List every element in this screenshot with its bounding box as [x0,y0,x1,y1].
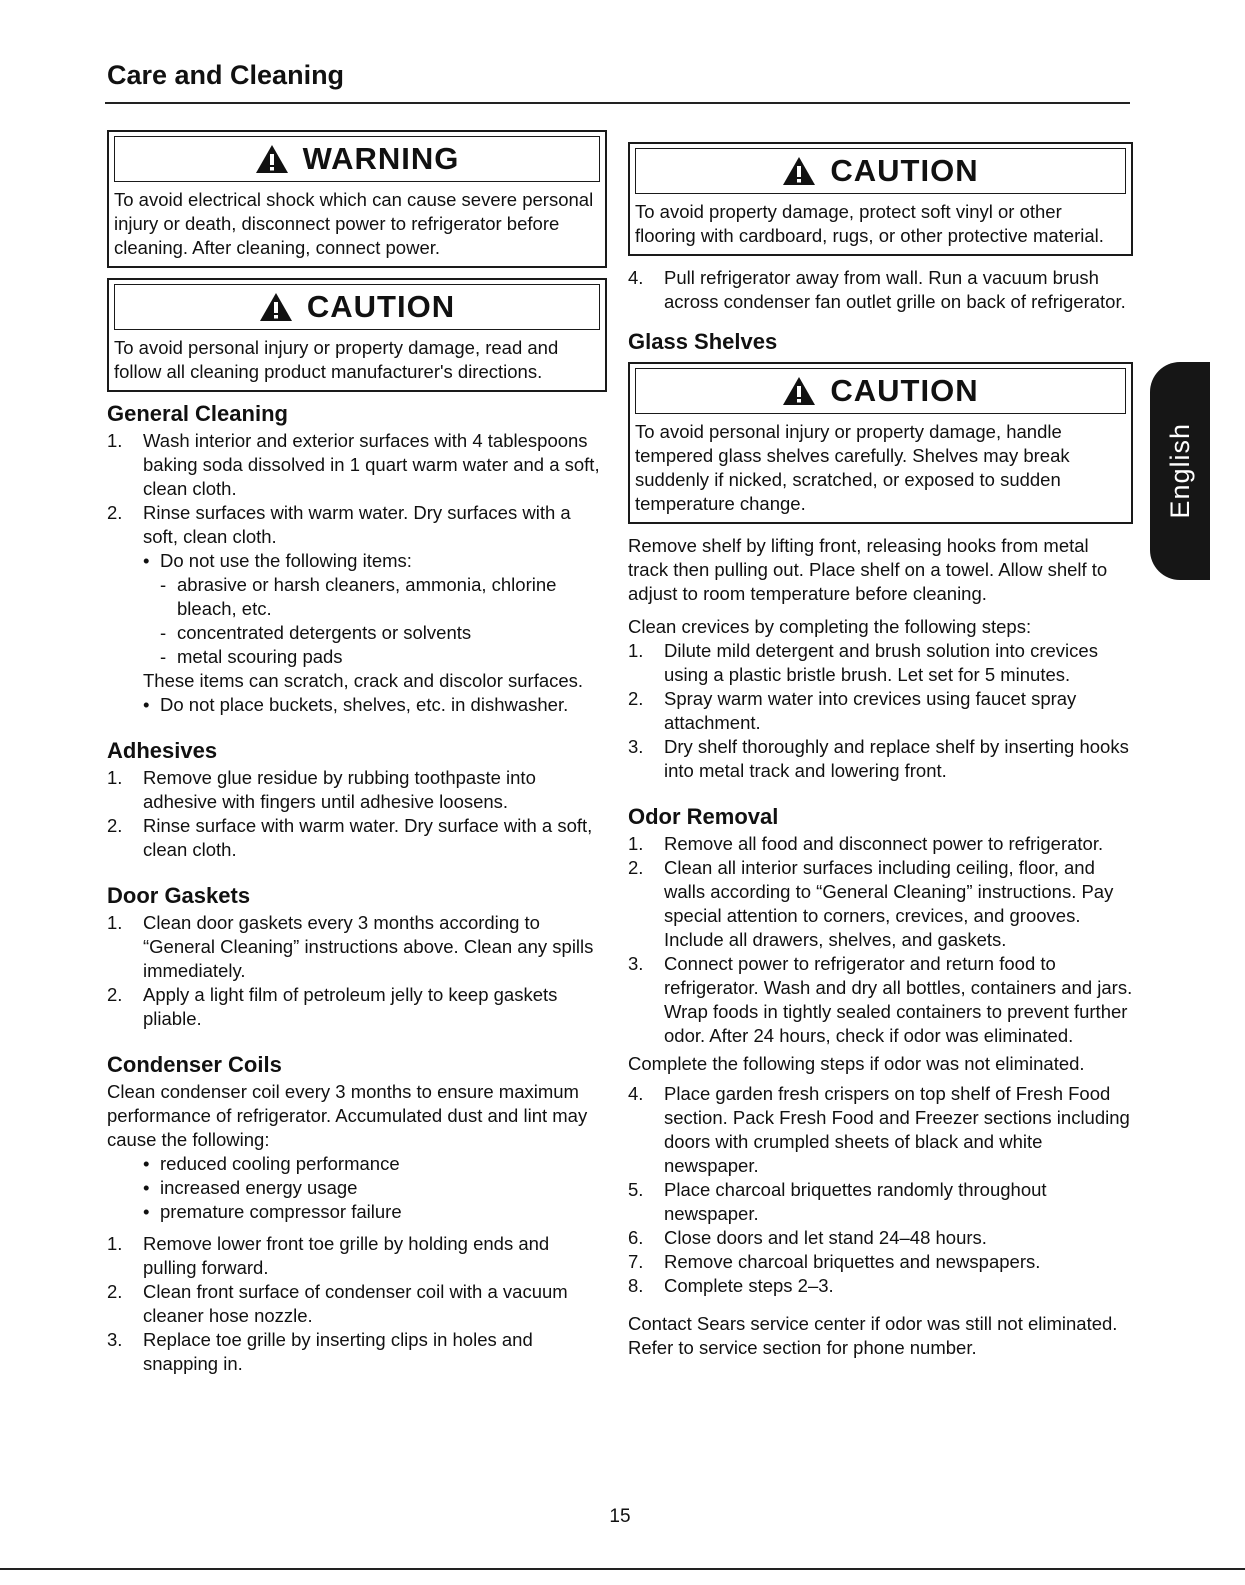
condenser-bullets [143,1152,607,1224]
list-item [628,1274,1133,1298]
bottom-divider [0,1568,1245,1570]
step-number: 1. [107,1233,123,1254]
condenser-step-4 [628,266,1133,314]
step-number: 2. [107,502,123,523]
step-text: Close doors and let stand 24–48 hours. [664,1227,987,1248]
avoid-items-list [160,573,607,669]
language-tab [1150,362,1210,580]
right-column [628,142,1133,1369]
warning-triangle-icon [259,292,293,322]
step-text: Rinse surface with warm water. Dry surface with a soft, clean cloth. [143,815,593,860]
step-number: 2. [107,815,123,836]
caution-title: CAUTION [306,289,456,324]
step-text: Connect power to refrigerator and return food to refrigerator. Wash and dry all bottles, containers and jars. Wrap foods in tightly sealed containers to prevent further odor. After 24 hours, check if odor was eliminated. [664,953,1133,1046]
warning-triangle-icon [782,156,816,186]
step-number: 2. [628,688,644,709]
left-column [107,130,607,1376]
warning-title: WARNING [302,141,460,176]
step-number: 3. [628,736,644,757]
step-number: 3. [107,1329,123,1350]
step-number: 4. [628,267,644,288]
general-bullets-2 [143,693,607,717]
step-text: Dry shelf thoroughly and replace shelf by inserting hooks into metal track and lowering front. [664,736,1129,781]
step-text: Remove all food and disconnect power to refrigerator. [664,833,1104,854]
caution-text: To avoid personal injury or property damage, read and follow all cleaning product manufacturer's directions. [114,337,559,382]
general-note: These items can scratch, crack and discolor surfaces. [143,670,584,691]
crevices-steps [628,639,1133,783]
warning-box [107,130,607,268]
step-text: Clean all interior surfaces including ceiling, floor, and walls according to “General Cleaning” instructions. Pay special attention to corners, crevices, and grooves. Include all drawers, shelves, and gaskets. [664,857,1114,950]
list-item [107,1328,607,1376]
bullet-item: • Do not place buckets, shelves, etc. in dishwasher. [143,693,607,717]
crevices-intro: Clean crevices by completing the following steps: [628,616,1032,637]
step-number: 1. [107,767,123,788]
step-text: Spray warm water into crevices using faucet spray attachment. [664,688,1077,733]
warning-triangle-icon [255,144,289,174]
caution-header [635,148,1126,194]
caution-text: To avoid property damage, protect soft vinyl or other flooring with cardboard, rugs, or other protective material. [635,201,1104,246]
page-title: Care and Cleaning [107,60,345,90]
language-tab-label: English [1164,423,1195,519]
step-number: 1. [107,912,123,933]
step-text: Clean door gaskets every 3 months according to “General Cleaning” instructions above. Clean any spills immediately. [143,912,594,981]
dash-item: - abrasive or harsh cleaners, ammonia, chlorine bleach, etc. [160,573,607,621]
caution-text: To avoid personal injury or property damage, handle tempered glass shelves carefully. Shelves may break suddenly if nicked, scratched, or exposed to sudden temperature change. [635,421,1070,514]
list-item [107,1232,607,1280]
adhesives-steps [107,766,607,862]
adhesives-heading: Adhesives [107,738,218,763]
step-text: Apply a light film of petroleum jelly to keep gaskets pliable. [143,984,558,1029]
caution-title: CAUTION [830,373,979,408]
list-item [628,1178,1133,1226]
warning-text: To avoid electrical shock which can cause severe personal injury or death, disconnect power to refrigerator before cleaning. After cleaning, connect power. [114,189,594,258]
step-text: Remove charcoal briquettes and newspapers. [664,1251,1041,1272]
step-number: 6. [628,1227,644,1248]
step-text: Remove glue residue by rubbing toothpaste into adhesive with fingers until adhesive loosens. [143,767,536,812]
step-text: Replace toe grille by inserting clips in holes and snapping in. [143,1329,533,1374]
bullet-text: Do not use the following items: [160,550,412,571]
step-number: 2. [107,984,123,1005]
list-item [628,856,1133,952]
caution-box [628,142,1133,256]
odor-outro: Contact Sears service center if odor was still not eliminated. Refer to service section for phone number. [628,1313,1118,1358]
step-text: Place garden fresh crispers on top shelf of Fresh Food section. Pack Fresh Food and Freezer sections including doors with crumpled sheets of black and white newspaper. [664,1083,1130,1176]
list-item [107,766,607,814]
list-item [107,911,607,983]
list-item [107,429,607,501]
step-number: 8. [628,1275,644,1296]
step-text: Wash interior and exterior surfaces with 4 tablespoons baking soda dissolved in 1 quart warm water and a soft, clean cloth. [143,430,600,499]
step-number: 1. [628,640,644,661]
list-item [107,1280,607,1328]
bullet-item [143,549,607,669]
odor-mid-text: Complete the following steps if odor was not eliminated. [628,1053,1085,1074]
general-bullets [143,549,607,669]
list-item [628,1250,1133,1274]
step-number: 3. [628,953,644,974]
general-cleaning-heading: General Cleaning [107,401,288,426]
list-item [628,1226,1133,1250]
condenser-steps [107,1232,607,1376]
list-item [107,814,607,862]
step-number: 7. [628,1251,644,1272]
bullet-item: • premature compressor failure [143,1200,607,1224]
condenser-intro: Clean condenser coil every 3 months to ensure maximum performance of refrigerator. Accumulated dust and lint may cause the following: [107,1081,588,1150]
odor-steps [628,832,1133,1048]
dash-item: - metal scouring pads [160,645,607,669]
step-text: Clean front surface of condenser coil with a vacuum cleaner hose nozzle. [143,1281,568,1326]
title-divider [105,102,1130,104]
step-text: Dilute mild detergent and brush solution into crevices using a plastic bristle brush. Let set for 5 minutes. [664,640,1098,685]
bullet-item: • increased energy usage [143,1176,607,1200]
odor-steps-2 [628,1082,1133,1298]
list-item [628,266,1133,314]
list-item [628,1082,1133,1178]
step-text: Complete steps 2–3. [664,1275,834,1296]
step-number: 1. [107,430,123,451]
step-number: 1. [628,833,644,854]
door-gaskets-steps [107,911,607,1031]
condenser-coils-heading: Condenser Coils [107,1052,282,1077]
step-text: Remove lower front toe grille by holding ends and pulling forward. [143,1233,550,1278]
caution-header [635,368,1126,414]
caution-header [114,284,600,330]
page-number: 15 [609,1506,631,1527]
list-item [628,639,1133,687]
step-text: Pull refrigerator away from wall. Run a vacuum brush across condenser fan outlet grille on back of refrigerator. [664,267,1126,312]
warning-header [114,136,600,182]
door-gaskets-heading: Door Gaskets [107,883,251,908]
glass-shelves-heading: Glass Shelves [628,329,778,354]
warning-triangle-icon [782,376,816,406]
bullet-item: • reduced cooling performance [143,1152,607,1176]
shelves-paragraph: Remove shelf by lifting front, releasing hooks from metal track then pulling out. Place shelf on a towel. Allow shelf to adjust to room temperature before cleaning. [628,535,1108,604]
caution-title: CAUTION [830,153,979,188]
caution-box [628,362,1133,524]
list-item [107,501,607,717]
general-cleaning-steps [107,429,607,717]
step-number: 5. [628,1179,644,1200]
list-item [628,832,1133,856]
step-number: 2. [628,857,644,878]
caution-box [107,278,607,392]
step-number: 2. [107,1281,123,1302]
list-item [107,983,607,1031]
step-text: Rinse surfaces with warm water. Dry surfaces with a soft, clean cloth. [143,502,571,547]
dash-item: - concentrated detergents or solvents [160,621,607,645]
list-item [628,952,1133,1048]
step-number: 4. [628,1083,644,1104]
odor-removal-heading: Odor Removal [628,804,779,829]
step-text: Place charcoal briquettes randomly throughout newspaper. [664,1179,1047,1224]
list-item [628,687,1133,735]
list-item [628,735,1133,783]
